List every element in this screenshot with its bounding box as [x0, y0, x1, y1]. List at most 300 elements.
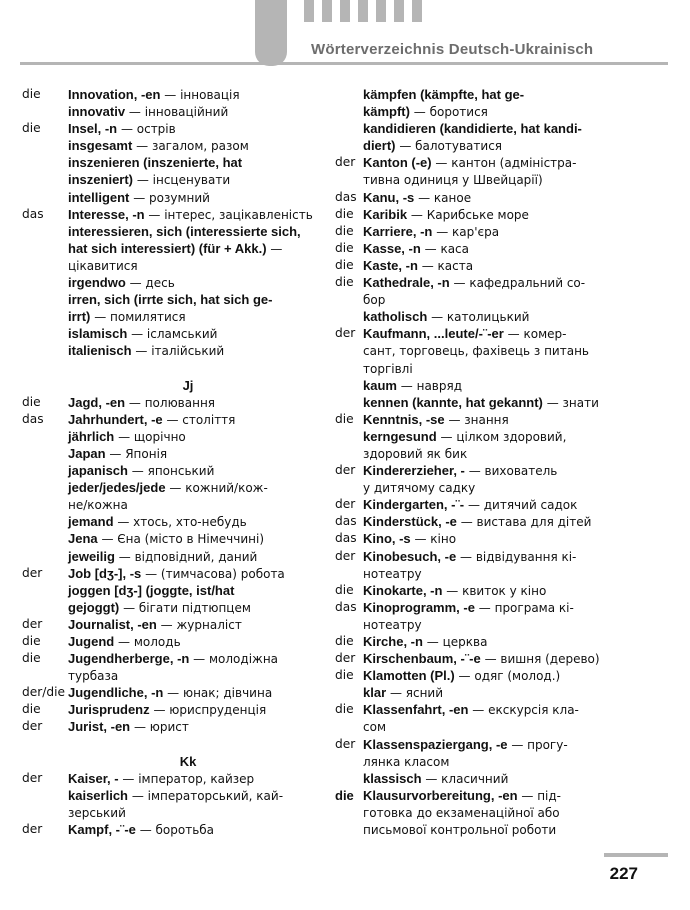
dictionary-entry-line: [22, 650, 314, 667]
dictionary-entry-line: [335, 770, 635, 787]
entry-headword: japanisch: [68, 463, 128, 479]
entry-text: [363, 171, 543, 189]
entry-article: das: [335, 599, 357, 614]
header-tab-bar-1: [304, 0, 314, 22]
entry-translation: — юнак; дівчина: [163, 686, 273, 701]
entry-article: die: [335, 702, 354, 717]
entry-headword: jemand: [68, 514, 114, 530]
dictionary-entry-line: [335, 821, 635, 838]
entry-article: der: [335, 155, 356, 170]
entry-text: [68, 616, 242, 634]
entry-translation: — імператор, кайзер: [118, 771, 255, 786]
dictionary-entry-line: [335, 342, 635, 359]
dictionary-entry-line: [22, 462, 314, 479]
dictionary-entry-line: [22, 206, 314, 223]
dictionary-entry-line: [22, 633, 314, 650]
entry-headword: Klassenspaziergang, -e: [363, 736, 508, 752]
entry-headword: Kinokarte, -n: [363, 582, 443, 598]
entry-text: [68, 120, 176, 138]
dictionary-entry-line: [335, 428, 635, 445]
dictionary-entry-line: [22, 701, 314, 718]
header-tab-bar-2: [322, 0, 332, 22]
entry-text: [68, 770, 254, 788]
entry-headword: kerngesund: [363, 428, 437, 444]
dictionary-entry-line: [335, 650, 635, 667]
entry-text: [363, 206, 529, 224]
entry-text: [363, 428, 566, 446]
entry-translation: — загалом, разом: [132, 139, 249, 154]
entry-text: [363, 223, 499, 241]
entry-headword: jeweilig: [68, 548, 115, 564]
entry-headword: Jahrhundert, -e: [68, 411, 163, 427]
dictionary-entry-line: [22, 787, 314, 804]
dictionary-entry-line: [22, 479, 314, 496]
entry-translation: здоровий як бик: [363, 446, 468, 461]
entry-article: die: [335, 582, 354, 597]
dictionary-entry-line: [22, 103, 314, 120]
entry-text: [68, 171, 230, 189]
entry-translation: — вихователь: [464, 464, 558, 479]
entry-translation: — боротьба: [135, 823, 215, 838]
entry-article: die: [335, 257, 354, 272]
entry-translation: — боротися: [409, 105, 488, 120]
entry-translation: — розумний: [129, 190, 210, 205]
header-rule: [20, 62, 668, 65]
page-number: 227: [609, 864, 638, 883]
entry-text: [363, 274, 585, 292]
entry-text: [363, 718, 386, 736]
dictionary-entry-line: [22, 411, 314, 428]
entry-text: [68, 86, 240, 104]
dictionary-entry-line: [22, 770, 314, 787]
entry-headword: Kinderstück, -e: [363, 514, 457, 530]
entry-translation: — століття: [162, 412, 236, 427]
entry-article: die: [335, 275, 354, 290]
entry-text: [68, 787, 283, 805]
entry-text: [363, 650, 600, 668]
entry-text: [68, 548, 257, 566]
entry-text: [68, 582, 234, 600]
entry-headword: klassisch: [363, 770, 422, 786]
entry-article: die: [335, 240, 354, 255]
entry-headword: Kirche, -n: [363, 634, 423, 649]
entry-text: [363, 103, 488, 121]
dictionary-entry-line: [335, 308, 635, 325]
entry-translation: — (тимчасова) робота: [141, 566, 285, 581]
entry-translation: цікавитися: [68, 258, 138, 273]
entry-translation: — під-: [517, 788, 562, 803]
dictionary-entry-line: [335, 633, 635, 650]
entry-headword: Kaiser, -: [68, 770, 119, 786]
entry-headword: kaum: [363, 377, 397, 393]
entry-text: [68, 103, 228, 121]
entry-text: [363, 86, 524, 104]
entry-article: die: [335, 411, 354, 426]
dictionary-entry-line: [335, 548, 635, 565]
dictionary-entry-line: [335, 394, 635, 411]
entry-headword: Kanton (-e): [363, 155, 432, 171]
entry-text: [363, 462, 557, 480]
entry-headword: jährlich: [68, 428, 115, 444]
entry-article: der: [335, 736, 356, 751]
entry-text: [363, 154, 576, 172]
entry-translation: — Японія: [105, 446, 168, 461]
entry-headword: irren, sich (irrte sich, hat sich ge-: [68, 292, 273, 308]
entry-text: [68, 428, 186, 446]
section-gap: [22, 360, 314, 377]
entry-article: der/die: [22, 685, 65, 700]
entry-translation: — імператорський, кай-: [128, 788, 284, 803]
entry-translation: бор: [363, 293, 386, 308]
dictionary-entry-line: [335, 206, 635, 223]
entry-translation: сант, торговець, фахівець з питань: [363, 344, 589, 359]
entry-text: [68, 189, 210, 207]
entry-text: [363, 137, 502, 155]
dictionary-entry-line: [22, 223, 314, 240]
entry-headword: Innovation, -en: [68, 87, 161, 102]
entry-text: [363, 684, 443, 702]
header-tab-bar-6: [394, 0, 404, 22]
dictionary-entry-line: [335, 411, 635, 428]
entry-headword: Kirschenbaum, -¨-e: [363, 651, 481, 667]
entry-article: die: [335, 634, 354, 648]
entry-headword: kämpft): [363, 104, 410, 120]
entry-headword: Jugend: [68, 634, 115, 649]
entry-translation: — цілком здоровий,: [436, 429, 567, 444]
entry-headword: islamisch: [68, 326, 128, 342]
entry-text: [68, 206, 313, 224]
dictionary-entry-line: [22, 582, 314, 599]
entry-translation: нотеатру: [363, 566, 422, 581]
entry-text: [68, 325, 217, 343]
entry-text: [363, 548, 576, 566]
entry-headword: Kanu, -s: [363, 189, 415, 205]
entry-text: [68, 308, 186, 326]
entry-text: [363, 360, 413, 378]
entry-text: [68, 342, 224, 360]
entry-headword: kaiserlich: [68, 787, 128, 803]
dictionary-entry-line: [335, 120, 635, 137]
entry-translation: — бігати підтюпцем: [119, 600, 251, 615]
entry-headword: Jagd, -en: [68, 394, 126, 410]
dictionary-entry-line: [22, 428, 314, 445]
entry-translation: — кантон (адміністра-: [431, 156, 577, 171]
dictionary-entry-line: [335, 530, 635, 547]
dictionary-entry-line: [22, 667, 314, 684]
entry-translation: — вистава для дітей: [456, 515, 592, 530]
dictionary-entry-line: [335, 599, 635, 616]
entry-text: [363, 120, 582, 138]
entry-article: der: [22, 822, 43, 837]
entry-article: der: [22, 719, 43, 734]
entry-translation: — знати: [542, 395, 599, 410]
entry-text: [68, 633, 181, 651]
dictionary-entry-line: [22, 274, 314, 291]
entry-translation: турбаза: [68, 669, 119, 684]
entry-translation: тивна одиниця у Швейцарії): [363, 173, 543, 188]
entry-text: [363, 633, 487, 651]
header-tab-bar-3: [340, 0, 350, 22]
entry-text: [363, 445, 467, 463]
entry-headword: Jugendliche, -n: [68, 685, 164, 701]
entry-translation: сом: [363, 720, 386, 735]
entry-article: der: [335, 651, 356, 666]
dictionary-entry-line: [22, 189, 314, 206]
entry-headword: interessieren, sich (interessierte sich,: [68, 223, 301, 239]
dictionary-entry-line: [22, 513, 314, 530]
entry-translation: — помилятися: [90, 310, 186, 325]
entry-text: [68, 821, 214, 839]
entry-headword: Jena: [68, 531, 98, 547]
entry-text: [363, 377, 462, 395]
entry-text: [68, 223, 301, 241]
entry-translation: — католицький: [427, 310, 530, 325]
entry-translation: — ясний: [386, 686, 444, 701]
dictionary-entry-line: [22, 445, 314, 462]
entry-text: [363, 565, 422, 583]
entry-headword: Kindergarten, -¨-: [363, 497, 465, 513]
entry-text: [363, 753, 449, 771]
entry-translation: — журналіст: [156, 617, 242, 632]
entry-text: [68, 274, 175, 292]
dictionary-entry-line: [335, 274, 635, 291]
entry-article: die: [22, 634, 41, 648]
entry-headword: Kinobesuch, -e: [363, 548, 457, 564]
entry-text: [68, 650, 278, 668]
entry-translation: — десь: [125, 276, 175, 291]
dictionary-entry-line: [22, 291, 314, 308]
entry-headword: klar: [363, 685, 387, 701]
entry-headword: Karriere, -n: [363, 223, 433, 239]
entry-article: das: [335, 189, 357, 204]
dictionary-entry-line: [335, 137, 635, 154]
entry-headword: kennen (kannte, hat gekannt): [363, 394, 543, 410]
dictionary-entry-line: [335, 360, 635, 377]
entry-article: der: [335, 463, 356, 478]
entry-text: [363, 667, 560, 685]
entry-headword: Japan: [68, 445, 106, 461]
entry-translation: — юрист: [130, 720, 189, 735]
entry-text: [68, 804, 126, 822]
dictionary-entry-line: [335, 787, 635, 804]
entry-translation: — одяг (молод.): [454, 669, 561, 684]
entry-article: das: [22, 206, 44, 221]
entry-translation: — інновація: [160, 88, 240, 102]
dictionary-entry-line: [22, 240, 314, 257]
dictionary-entry-line: [22, 804, 314, 821]
entry-headword: joggen [dʒ-] (joggte, ist/hat: [68, 582, 235, 598]
dictionary-entry-line: [335, 565, 635, 582]
entry-headword: Interesse, -n: [68, 206, 145, 222]
entry-translation: — Єна (місто в Німеччині): [97, 532, 264, 547]
entry-text: [363, 787, 561, 805]
entry-headword: innovativ: [68, 104, 126, 120]
dictionary-entry-line: [22, 821, 314, 838]
entry-translation: — кар'єра: [432, 224, 500, 239]
entry-text: [68, 291, 272, 309]
entry-text: [68, 513, 247, 531]
header-tab-bar-4: [358, 0, 368, 22]
dictionary-entry-line: [335, 103, 635, 120]
entry-translation: — інтерес, зацікавленість: [144, 207, 313, 222]
right-column: [335, 86, 635, 838]
entry-translation: — кожний/кож-: [165, 481, 268, 496]
entry-translation: — каста: [417, 258, 474, 273]
entry-text: [363, 325, 566, 343]
entry-translation: — італійський: [131, 344, 225, 359]
dictionary-entry-line: [335, 325, 635, 342]
entry-text: [363, 394, 599, 412]
dictionary-entry-line: [22, 325, 314, 342]
dictionary-entry-line: [22, 394, 314, 411]
entry-translation: — вишня (дерево): [480, 652, 600, 667]
entry-translation: — інноваційний: [125, 105, 229, 120]
entry-translation: у дитячому садку: [363, 481, 476, 496]
entry-text: [68, 701, 266, 719]
dictionary-entry-line: [335, 189, 635, 206]
entry-text: [68, 394, 215, 412]
entry-headword: italienisch: [68, 343, 132, 359]
header-tab-bar-5: [376, 0, 386, 22]
entry-text: [363, 736, 568, 754]
entry-article: die: [22, 394, 41, 409]
entry-article: der: [22, 770, 43, 785]
entry-text: [363, 701, 579, 719]
entry-headword: Kinoprogramm, -e: [363, 599, 475, 615]
entry-headword: Kaufmann, ...leute/-¨-er: [363, 326, 504, 342]
dictionary-entry-line: [335, 667, 635, 684]
dictionary-entry-line: [22, 684, 314, 701]
entry-translation: — відповідний, даний: [114, 549, 258, 564]
entry-text: [68, 411, 235, 429]
dictionary-entry-line: [22, 171, 314, 188]
entry-translation: — навряд: [396, 378, 463, 393]
entry-translation: — щорічно: [114, 429, 186, 444]
entry-article: der: [335, 326, 356, 341]
dictionary-entry-line: [22, 86, 314, 103]
entry-headword: Journalist, -en: [68, 616, 157, 632]
dictionary-entry-line: [22, 137, 314, 154]
entry-headword: Jugendherberge, -n: [68, 651, 190, 667]
entry-article: die: [22, 702, 41, 717]
entry-headword: Kino, -s: [363, 531, 411, 547]
entry-translation: — юриспруденція: [149, 703, 267, 718]
page-title: Wörterverzeichnis Deutsch-Ukrainisch: [311, 41, 594, 58]
entry-translation: — комер-: [503, 327, 567, 342]
dictionary-entry-line: [335, 753, 635, 770]
entry-text: [68, 154, 242, 172]
entry-headword: intelligent: [68, 189, 130, 205]
entry-headword: Kathedrale, -n: [363, 275, 450, 291]
dictionary-entry-line: [335, 257, 635, 274]
entry-translation: не/кожна: [68, 498, 128, 513]
dictionary-entry-line: [335, 479, 635, 496]
entry-headword: Kaste, -n: [363, 257, 418, 273]
entry-headword: insgesamt: [68, 138, 133, 154]
entry-headword: Klausurvorbereitung, -en: [363, 787, 518, 803]
entry-translation: — японський: [127, 464, 215, 479]
entry-text: [363, 411, 509, 429]
dictionary-entry-line: [335, 718, 635, 735]
entry-headword: Jurisprudenz: [68, 702, 150, 718]
entry-translation: — церква: [422, 635, 488, 649]
dictionary-entry-line: [335, 445, 635, 462]
entry-headword: Karibik: [363, 206, 408, 222]
entry-translation: — прогу-: [507, 737, 568, 752]
dictionary-entry-line: [335, 582, 635, 599]
entry-headword: Insel, -n: [68, 121, 118, 137]
entry-text: [68, 445, 167, 463]
entry-article: die: [22, 121, 41, 136]
entry-translation: — Карибське море: [407, 207, 529, 222]
entry-translation: — знання: [444, 412, 509, 427]
entry-headword: jeder/jedes/jede: [68, 480, 166, 496]
entry-article: die: [335, 787, 354, 803]
entry-headword: inszeniert): [68, 172, 134, 188]
dictionary-entry-line: [335, 513, 635, 530]
entry-translation: — відвідування кі-: [456, 549, 577, 564]
entry-text: [363, 308, 529, 326]
entry-text: [68, 496, 128, 514]
dictionary-entry-line: [335, 804, 635, 821]
entry-headword: katholisch: [363, 309, 428, 325]
entry-text: [68, 684, 272, 702]
entry-text: [363, 770, 508, 788]
entry-headword: kämpfen (kämpfte, hat ge-: [363, 87, 525, 102]
entry-text: [363, 616, 422, 634]
dictionary-entry-line: [335, 171, 635, 188]
dictionary-entry-line: [335, 616, 635, 633]
entry-headword: Kampf, -¨-e: [68, 822, 136, 838]
entry-article: der: [335, 497, 356, 512]
dictionary-entry-line: [335, 86, 635, 103]
entry-article: das: [335, 514, 357, 529]
entry-headword: Klamotten (Pl.): [363, 668, 455, 684]
dictionary-entry-line: [22, 496, 314, 513]
entry-headword: irrt): [68, 309, 91, 325]
entry-headword: inszenieren (inszenierte, hat: [68, 155, 243, 171]
entry-article: die: [335, 206, 354, 221]
entry-translation: — хтось, хто-небудь: [113, 515, 247, 530]
dictionary-entry-line: [335, 377, 635, 394]
entry-translation: лянка класом: [363, 754, 450, 769]
dictionary-entry-line: [22, 154, 314, 171]
dictionary-entry-line: [22, 616, 314, 633]
entry-text: [68, 137, 249, 155]
entry-translation: нотеатру: [363, 617, 422, 632]
entry-article: der: [22, 565, 43, 580]
entry-translation: торгівлі: [363, 361, 413, 376]
entry-text: [363, 189, 471, 207]
dictionary-entry-line: [22, 257, 314, 274]
entry-text: [363, 342, 589, 360]
dictionary-entry-line: [335, 462, 635, 479]
entry-headword: hat sich interessiert) (für + Akk.): [68, 240, 267, 256]
section-heading: Jj: [182, 377, 194, 393]
entry-text: [363, 821, 556, 839]
entry-text: [363, 479, 475, 497]
entry-text: [68, 599, 251, 617]
entry-text: [68, 462, 214, 480]
dictionary-entry-line: [22, 308, 314, 325]
entry-article: das: [335, 531, 357, 546]
entry-headword: Jurist, -en: [68, 719, 131, 735]
dictionary-entry-line: [335, 684, 635, 701]
entry-headword: Job [dʒ-], -s: [68, 565, 142, 581]
entry-article: die: [22, 87, 41, 101]
entry-text: [363, 530, 456, 548]
entry-translation: — класичний: [421, 771, 509, 786]
